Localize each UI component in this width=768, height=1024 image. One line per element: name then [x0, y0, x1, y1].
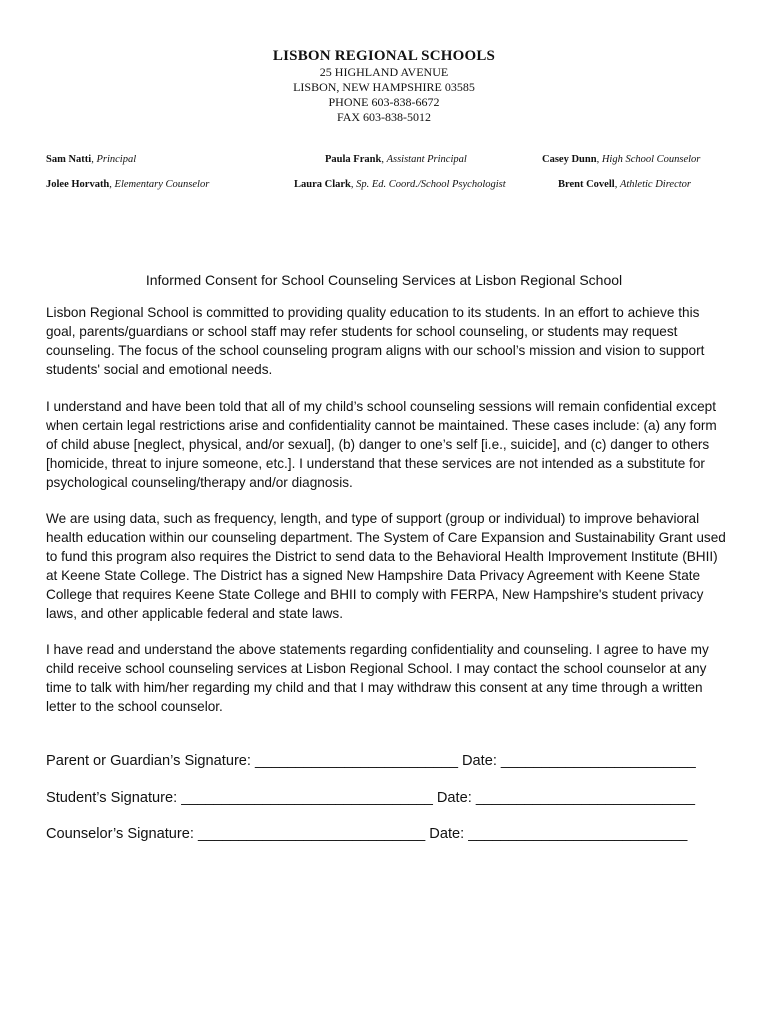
document-title: Informed Consent for School Counseling Services at Lisbon Regional School — [145, 272, 623, 288]
fax-number: FAX 603-838-5012 — [336, 110, 432, 124]
staff-name: Sam Natti — [46, 154, 92, 165]
counselor-signature-line[interactable]: Counselor’s Signature: ____________________________ Date: ___________________________ — [46, 826, 688, 842]
staff-name: Jolee Horvath — [46, 179, 110, 190]
staff-entry: Paula Frank, Assistant Principal — [325, 154, 467, 165]
staff-entry: Sam Natti, Principal — [46, 154, 137, 165]
staff-title: Assistant Principal — [386, 154, 467, 165]
staff-name: Paula Frank — [325, 154, 382, 165]
staff-title: Sp. Ed. Coord./School Psychologist — [356, 179, 506, 190]
staff-title: Principal — [96, 154, 137, 165]
staff-entry: Brent Covell, Athletic Director — [558, 179, 691, 190]
staff-name: Brent Covell — [558, 179, 615, 190]
address-street: 25 HIGHLAND AVENUE — [319, 65, 449, 79]
address-city: LISBON, NEW HAMPSHIRE 03585 — [293, 80, 475, 94]
staff-title: Athletic Director — [619, 179, 691, 190]
data-use-paragraph: We are using data, such as frequency, length, and type of support (group or individual) to improve behavioral health education within our counseling department. The System of Care Expansion and Sustainability Grant used to fund this program also requires the District to send data to the Behavioral Health Improvement Institute (BHII) at Keene State College. The District has a signed New Hampshire Data Privacy Agreement with Keene State College that requires Keene State College and BHII to comply with FERPA, New Hampshire's student privacy laws, and other applicable federal and state laws. — [46, 511, 726, 621]
confidentiality-paragraph: I understand and have been told that all of my child’s school counseling sessions will remain confidential except when certain legal restrictions arise and confidentiality cannot be maintained. These cases include: (a) any form of child abuse [neglect, physical, and/or sexual], (b) danger to one’s self [i.e., suicide], and (c) danger to others [homicide, threat to injure someone, etc.]. I understand that these services are not intended as a substitute for psychological counseling/therapy and/or diagnosis. — [46, 399, 717, 490]
staff-entry: Casey Dunn, High School Counselor — [542, 154, 701, 165]
staff-entry: Laura Clark, Sp. Ed. Coord./School Psychologist — [294, 179, 506, 190]
intro-paragraph: Lisbon Regional School is committed to providing quality education to its students. In an effort to achieve this goal, parents/guardians or school staff may refer students for school counseling, or students may request counseling. The focus of the school counseling program aligns with our school’s mission and vision to support students' social and emotional needs. — [46, 305, 705, 377]
student-signature-line[interactable]: Student’s Signature: _______________________________ Date: ___________________________ — [46, 790, 695, 806]
staff-entry: Jolee Horvath, Elementary Counselor — [46, 179, 210, 190]
agreement-paragraph: I have read and understand the above statements regarding confidentiality and counseling. I agree to have my child receive school counseling services at Lisbon Regional School. I may contact the school counselor at any time to talk with him/her regarding my child and that I may withdraw this consent at any time through a written letter to the school counselor. — [46, 642, 709, 714]
parent-signature-line[interactable]: Parent or Guardian’s Signature: _________________________ Date: ________________________ — [46, 753, 696, 769]
letterhead — [0, 47, 768, 125]
staff-title: High School Counselor — [601, 154, 701, 165]
school-name: LISBON REGIONAL SCHOOLS — [272, 48, 496, 64]
staff-title: Elementary Counselor — [114, 179, 210, 190]
phone-number: PHONE 603-838-6672 — [328, 95, 440, 109]
staff-name: Laura Clark — [294, 179, 351, 190]
staff-name: Casey Dunn — [542, 154, 597, 165]
